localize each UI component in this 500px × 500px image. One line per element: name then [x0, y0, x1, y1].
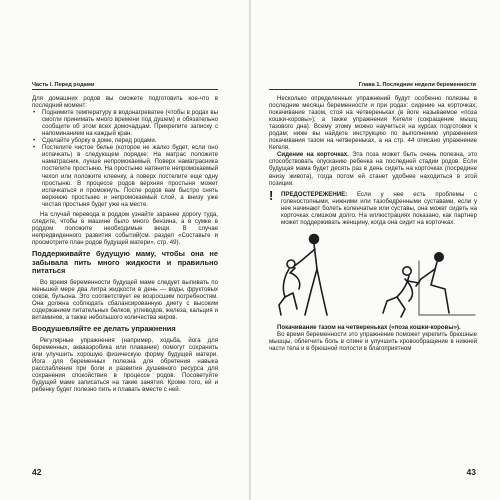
supported-woman-figure: [383, 267, 419, 317]
warning-label: ПРЕДОСТЕРЕЖЕНИЕ:: [281, 190, 348, 198]
squatting-woman-figure: [279, 260, 300, 315]
page-number-left: 42: [32, 467, 42, 477]
header-rule: [269, 89, 477, 90]
right-page: [251, 0, 500, 500]
squat-label: Сидение на корточках.: [277, 151, 349, 159]
list-item: [32, 137, 218, 144]
transfer-paragraph: На случай перевода в роддом узнайте заранее дорогу туда, следите, чтобы в машине было много бензина, а в сумке в роддом положите необходимые вещи. В случае непредвиденного развития событий(см. раздел «Составьте и просмотрите план родов будущей матери», стр. 49).: [32, 210, 218, 246]
right-page-body: [269, 95, 477, 352]
list-item: [32, 109, 218, 137]
intro-paragraph: Для домашних родов вы сможете подготовить кое-что в последний момент:: [32, 95, 218, 110]
bullet-icon: •: [33, 144, 36, 152]
list-item-text: Сделайте уборку в доме, перед родами.: [42, 137, 157, 145]
bullet-icon: •: [33, 137, 36, 145]
left-page: [0, 0, 249, 500]
exercises-paragraph: Несколько определенных упражнений будут особенно полезны в последние месяцы беременности и при родах: сидение на корточках; покачивание тазом, стоя на четвереньках (в йоге называемое «поза кошки-коровы»); а также упражнения Кегеля (сокращение мышц тазового дна). Всему этому можно научиться на курсах подготовки к родам; ниже вы найдете инструкцию по выполнению упражнения покачивания тазом на четвереньках, а на стр. 44 описано упражнение Кегеля.: [269, 95, 477, 152]
list-item-text: Поднимите температуру в водонагреватее (чтобы в родах вы смогли принимать много времени под душем) и обязательно сообщите об этом всех домочадцам. Прикрепите записку с напоминанием на каждый кран.: [42, 109, 218, 138]
seated-partner-figure: [416, 253, 475, 315]
bullet-icon: •: [33, 109, 36, 117]
left-page-body: [32, 95, 218, 393]
warning-block: [269, 187, 477, 226]
illustration-caption: Покачивание тазом на четвереньках («поза кошки-коровы»).: [277, 323, 461, 331]
section-heading: Поддерживайте будущую маму, чтобы она не забывала пить много жидкости и правильно питаться: [32, 248, 218, 276]
header-rule: [32, 89, 218, 90]
preparation-list: [32, 109, 218, 208]
warning-text: Если у нее есть проблемы с голеностопными, нижними или тазобедренными суставами, если у нее начинают болеть коленчатые или суставы, она может сидеть на корточках слишком долго. На иллюстрациях показано, как партнер может поддерживать женщину, когда она сидит на корточках.: [281, 190, 477, 226]
list-item: [32, 144, 218, 207]
page-number-right: 43: [466, 467, 476, 477]
standing-partner-figure: [293, 234, 327, 315]
list-item-text: Постелите чистое белье (которое не жалко будет, если оно испачкать) в следующем порядке: На матрас положите наматрасник, лучше непромокаемый. Поверх наматрасника постелите простыню. На простыню натяните непромокаемый чехол или положите клеенку, а поверх постелите еще одну простыню. В процессе родов верхняя простыня может испачкаться и промокнуть. После родов вам быстро снять верхнюю простыню и непромокаемый слой, а внизу уже чистая простыня будет уже на месте.: [42, 144, 218, 208]
pelvic-paragraph: Во время беременности это упражнение поможет укрепить брюшные мышцы, облегчить боль в спине и улучшить кровообращение в нижней части тела и в брюшной полости в благоприятном: [269, 330, 477, 352]
running-head-right: Глава 1. Последние недели беременности: [358, 82, 476, 88]
section-heading: Воодушевляйте ее делать упражнения: [32, 324, 176, 334]
warning-icon: !: [269, 187, 274, 203]
squatting-support-illustration: [269, 231, 477, 319]
drink-paragraph: Во время беременности будущей маме следует выпивать по меньшей мере два литра жидкости в день — воды, фруктовых соков, бульона. Это соответствует ее возросшим потребностям. Она должна соблюдать сбалансированную диету с высоким содержанием питательных белков, углеводов, железа, кальция и витаминов, а также небольшого количества жиров.: [32, 278, 218, 321]
running-head-left: Часть I. Перед родами: [32, 82, 95, 88]
squat-text: Эта поза может быть очень полезна, это способствовать опусканию ребенка на последней стадии родов. Если будущая мама будет десять раз в день сидеть на корточках (посредине внизу живота), тогда потом ей станет удобнее находиться в этой позиции.: [269, 151, 477, 187]
exercise-paragraph: Регулярные упражнения (например, ходьба, йога для беременных, аквааэробика или плавание) помогут сохранить или улучшить хорошую физическую форму будущей матери. Йога для беременных полезна для обретения навыка расслабления при боли и развития душевного ресурса для сохранения спокойствия в процессе родов. Посоветуйте будущей маме записаться на такие занятия. Кроме того, ей и ребенку будет полезно пить и плавать вместе с ней.: [32, 336, 218, 393]
